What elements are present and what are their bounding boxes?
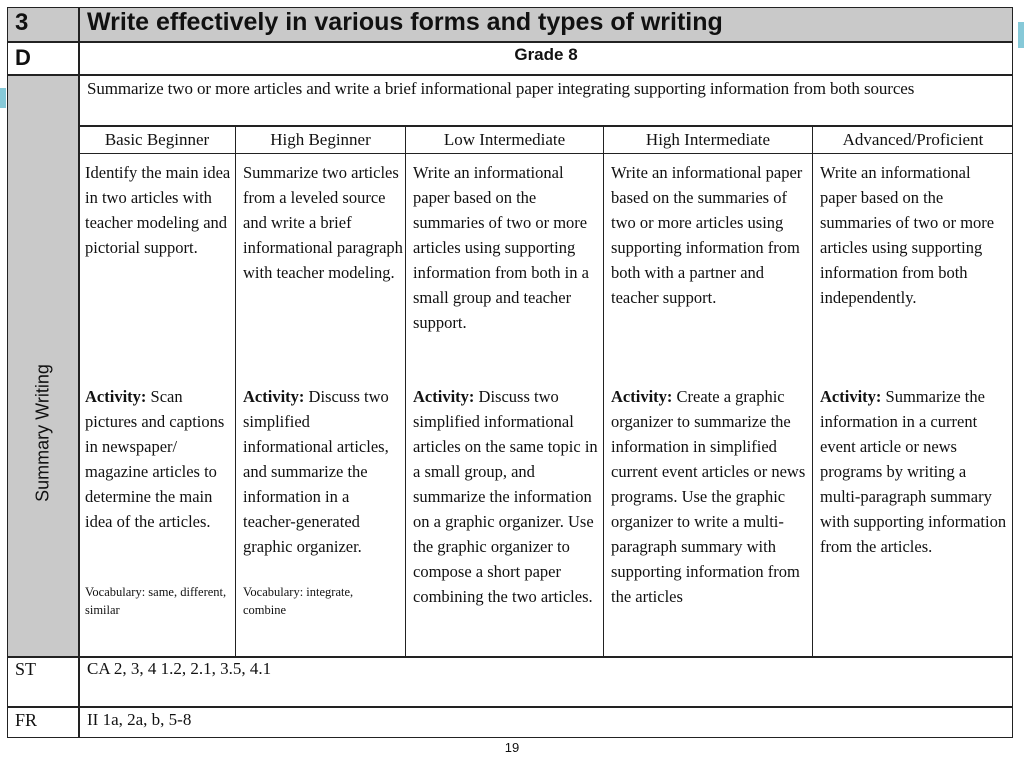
st-label: ST [15,659,37,679]
column-body-low-intermediate: Write an informational paper based on the summaries of two or more articles using supporting information from both in a small group and teacher support. [413,163,589,332]
activity-label: Activity: [820,387,882,406]
activity-label: Activity: [413,387,475,406]
slide-accent-bar-left [0,88,6,108]
activity-text: Summarize the information in a current event article or news programs by writing a multi-paragraph summary with supporting information from the articles. [820,387,1007,556]
col-divider [78,7,80,738]
activity-advanced-proficient [820,384,1008,559]
column-body-advanced-proficient: Write an informational paper based on the summaries of two or more articles using supporting information from both independently. [820,163,995,307]
column-body-high-beginner: Summarize two articles from a leveled source and write a brief informational paragraph with teacher modeling. [243,163,403,282]
standard-title: Write effectively in various forms and types of writing [87,8,723,36]
activity-text: Create a graphic organizer to summarize the information in simplified current event articles or news programs. Use the graphic organizer to write a multi-paragraph summary with supporting information from the articles [611,387,806,606]
activity-high-beginner [243,384,403,559]
vocabulary-basic-beginner: Vocabulary: same, different, similar [85,585,227,617]
column-heading-advanced-proficient: Advanced/Proficient [842,130,984,149]
activity-label: Activity: [611,387,673,406]
standards-table [7,7,1013,738]
vocabulary-high-beginner: Vocabulary: integrate, combine [243,585,354,617]
column-heading-high-beginner: High Beginner [270,130,371,149]
activity-text: Scan pictures and captions in newspaper/ magazine articles to determine the main idea of the articles. [85,387,225,531]
side-label: Summary Writing [32,364,53,502]
standard-number: 3 [15,9,29,36]
column-body-basic-beginner: Identify the main idea in two articles with teacher modeling and pictorial support. [85,163,231,257]
col-divider [812,125,813,656]
row-divider [7,41,1013,43]
column-heading-high-intermediate: High Intermediate [645,130,771,149]
st-value: CA 2, 3, 4 1.2, 2.1, 3.5, 4.1 [87,659,272,678]
column-heading-basic-beginner: Basic Beginner [104,130,210,149]
activity-low-intermediate [413,384,599,609]
row-divider [7,74,1013,76]
col-divider [603,125,604,656]
row-divider [7,706,1013,708]
row-divider [7,656,1013,658]
col-divider [235,125,236,656]
activity-text: Discuss two simplified informational articles, and summarize the information in a teacher-generated graphic organizer. [243,387,389,556]
section-letter: D [15,45,31,70]
slide-accent-bar [1018,22,1024,48]
row-divider [78,153,1013,154]
col-divider [405,125,406,656]
activity-text: Discuss two simplified informational articles on the same topic in a small group, and summarize the information on a graphic organizer. Use the graphic organizer to compose a short paper combining the two articles. [413,387,598,606]
activity-label: Activity: [85,387,147,406]
row-divider [78,125,1013,127]
summary-text: Summarize two or more articles and write a brief informational paper integrating supporting information from both sources [87,79,915,98]
table-border [7,7,1013,738]
column-body-high-intermediate: Write an informational paper based on the summaries of two or more articles using supporting information from both with a partner and teacher support. [611,163,803,307]
grade-label: Grade 8 [514,45,578,64]
activity-high-intermediate [611,384,809,609]
activity-label: Activity: [243,387,305,406]
page-number: 19 [504,740,520,755]
activity-basic-beginner [85,384,233,534]
fr-value: II 1a, 2a, b, 5-8 [87,710,192,729]
column-heading-low-intermediate: Low Intermediate [443,130,566,149]
fr-label: FR [15,710,38,730]
